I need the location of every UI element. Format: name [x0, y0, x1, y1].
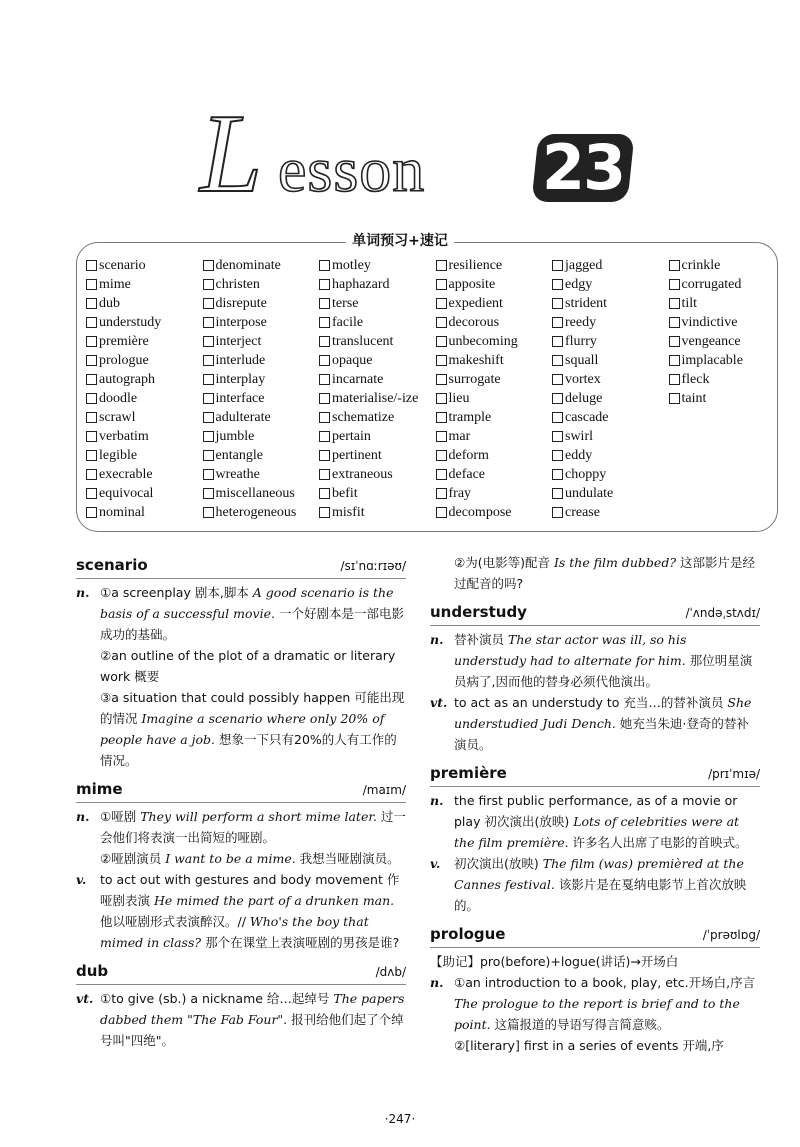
phonetic: /dʌb/ [375, 965, 406, 979]
checkbox[interactable] [86, 431, 97, 442]
word-label: legible [99, 447, 138, 463]
word-item [203, 446, 320, 465]
checkbox[interactable] [552, 279, 563, 290]
lesson-number: 23 [541, 131, 625, 204]
word-item [319, 275, 436, 294]
phonetic: /prɪˈmɪə/ [708, 767, 760, 781]
checkbox[interactable] [203, 317, 214, 328]
word-item [203, 332, 320, 351]
checkbox[interactable] [319, 412, 330, 423]
checkbox[interactable] [319, 298, 330, 309]
checkbox[interactable] [552, 431, 563, 442]
word-label: jagged [565, 257, 603, 273]
word-item [203, 465, 320, 484]
word-label: fray [448, 485, 472, 501]
word-label: eddy [565, 447, 593, 463]
word-item [86, 275, 203, 294]
word-label: motley [332, 257, 371, 273]
word-label: tilt [681, 295, 698, 311]
word-label: interplay [215, 371, 266, 387]
word-item [436, 484, 553, 503]
checkbox[interactable] [436, 336, 447, 347]
checkbox[interactable] [552, 374, 563, 385]
word-item [319, 408, 436, 427]
checkbox[interactable] [436, 412, 447, 423]
word-item [436, 465, 553, 484]
word-label: mime [99, 276, 131, 292]
checkbox[interactable] [86, 450, 97, 461]
checkbox[interactable] [669, 355, 680, 366]
definition: ②an outline of the plot of a dramatic or literary work 概要 [100, 648, 396, 684]
word-label: vortex [565, 371, 601, 387]
left-column [76, 555, 406, 1059]
word-column [319, 256, 436, 522]
word-item [436, 408, 553, 427]
word-label: nominal [99, 504, 145, 520]
word-label: haphazard [332, 276, 390, 292]
checkbox[interactable] [203, 355, 214, 366]
word-label: facile [332, 314, 364, 330]
word-item [86, 465, 203, 484]
checkbox[interactable] [436, 374, 447, 385]
checkbox[interactable] [319, 355, 330, 366]
word-item [669, 351, 786, 370]
word-label: crease [565, 504, 600, 520]
word-label: extraneous [332, 466, 393, 482]
checkbox[interactable] [436, 431, 447, 442]
headword-row [430, 924, 760, 948]
word-item [436, 332, 553, 351]
word-item [669, 332, 786, 351]
word-label: interface [215, 390, 265, 406]
word-item [319, 370, 436, 389]
word-item [319, 484, 436, 503]
checkbox[interactable] [319, 393, 330, 404]
word-label: taint [681, 390, 707, 406]
word-label: première [99, 333, 149, 349]
word-item [319, 313, 436, 332]
definition: n. the first public performance, as of a movie or play 初次演出(放映) Lots of celebrities were at the film première. 许多名人出席了电影的首映式。 [430, 793, 748, 850]
word-item [86, 503, 203, 522]
word-label: cascade [565, 409, 609, 425]
word-item [319, 446, 436, 465]
definition: n. ①an introduction to a book, play, etc.开场白,序言 The prologue to the report is brief and to the point. 这篇报道的导语写得言简意赅。 [430, 975, 756, 1032]
definition: n. 替补演员 The star actor was ill, so his understudy had to alternate for him. 那位明星演员病了,因而他的替身必须代他演出。 [430, 632, 753, 689]
checkbox[interactable] [669, 298, 680, 309]
word-label: befit [332, 485, 358, 501]
word-label: surrogate [448, 371, 501, 387]
phonetic: /sɪˈnɑːrɪəʊ/ [340, 559, 406, 573]
checkbox[interactable] [86, 279, 97, 290]
lesson-title-word: esson [278, 134, 426, 205]
checkbox[interactable] [552, 298, 563, 309]
word-label: disrepute [215, 295, 267, 311]
entry-dub-continued [430, 552, 760, 594]
word-item [552, 427, 669, 446]
word-label: choppy [565, 466, 607, 482]
lesson-number-badge [531, 131, 634, 204]
definition: ③a situation that could possibly happen 可能出现的情况 Imagine a scenario where only 20% of people have a job. 想象一下只有20%的人有工作的情况。 [100, 690, 405, 768]
checkbox[interactable] [203, 336, 214, 347]
word-column [552, 256, 669, 522]
checkbox[interactable] [436, 469, 447, 480]
right-column [430, 552, 760, 1064]
phonetic: /ˈʌndəˌstʌdɪ/ [685, 606, 760, 620]
word-item [86, 294, 203, 313]
checkbox[interactable] [203, 507, 214, 518]
checkbox[interactable] [203, 260, 214, 271]
word-column [203, 256, 320, 522]
definition: ②[literary] first in a series of events 开端,序 [454, 1038, 724, 1053]
checkbox[interactable] [319, 488, 330, 499]
word-label: deface [448, 466, 486, 482]
word-label: undulate [565, 485, 614, 501]
checkbox[interactable] [669, 336, 680, 347]
checkbox[interactable] [203, 393, 214, 404]
word-label: decompose [448, 504, 512, 520]
word-item [552, 332, 669, 351]
word-label: apposite [448, 276, 496, 292]
word-label: implacable [681, 352, 743, 368]
checkbox[interactable] [86, 374, 97, 385]
word-label: misfit [332, 504, 365, 520]
word-label: opaque [332, 352, 373, 368]
word-item [203, 275, 320, 294]
word-item [436, 294, 553, 313]
checkbox[interactable] [203, 298, 214, 309]
checkbox[interactable] [552, 355, 563, 366]
word-item [436, 256, 553, 275]
word-item [319, 256, 436, 275]
word-item [86, 389, 203, 408]
checkbox[interactable] [552, 469, 563, 480]
word-label: denominate [215, 257, 281, 273]
word-label: flurry [565, 333, 597, 349]
checkbox[interactable] [669, 393, 680, 404]
word-item [436, 370, 553, 389]
word-label: expedient [448, 295, 503, 311]
word-item [86, 484, 203, 503]
word-item [552, 484, 669, 503]
word-item [203, 294, 320, 313]
checkbox[interactable] [669, 260, 680, 271]
checkbox[interactable] [203, 469, 214, 480]
word-item [203, 484, 320, 503]
word-label: dub [99, 295, 120, 311]
checkbox[interactable] [203, 374, 214, 385]
word-item [669, 294, 786, 313]
word-label: adulterate [215, 409, 271, 425]
word-item [319, 389, 436, 408]
word-label: interlude [215, 352, 266, 368]
word-item [203, 313, 320, 332]
word-item [203, 370, 320, 389]
lesson-title-initial: L [200, 92, 263, 216]
mnemonic: 【助记】pro(before)+logue(讲话)→开场白 [430, 954, 679, 969]
checkbox[interactable] [669, 279, 680, 290]
word-item [203, 389, 320, 408]
word-item [86, 351, 203, 370]
checkbox[interactable] [552, 507, 563, 518]
checkbox[interactable] [86, 469, 97, 480]
word-item [552, 465, 669, 484]
headword-row [430, 763, 760, 787]
checkbox[interactable] [203, 450, 214, 461]
word-item [436, 503, 553, 522]
word-preview-heading: 单词预习+速记 [0, 230, 800, 250]
checkbox[interactable] [203, 279, 214, 290]
word-label: execrable [99, 466, 153, 482]
word-label: lieu [448, 390, 470, 406]
word-column [669, 256, 786, 522]
checkbox[interactable] [86, 355, 97, 366]
word-label: makeshift [448, 352, 504, 368]
word-item [552, 313, 669, 332]
checkbox[interactable] [436, 317, 447, 328]
checkbox[interactable] [669, 317, 680, 328]
word-column [86, 256, 203, 522]
word-item [319, 427, 436, 446]
word-label: trample [448, 409, 492, 425]
word-item [669, 389, 786, 408]
checkbox[interactable] [319, 374, 330, 385]
word-label: deform [448, 447, 489, 463]
word-label: interpose [215, 314, 267, 330]
entry-understudy [430, 602, 760, 755]
checkbox[interactable] [552, 393, 563, 404]
word-item [669, 370, 786, 389]
word-label: pertinent [332, 447, 382, 463]
checkbox[interactable] [319, 260, 330, 271]
definition: vt. ①to give (sb.) a nickname 给…起绰号 The papers dabbed them "The Fab Four". 报刊给他们起了个绰号叫"四绝"。 [76, 991, 405, 1048]
word-item [669, 313, 786, 332]
word-label: translucent [332, 333, 394, 349]
word-label: verbatim [99, 428, 149, 444]
definition: vt. to act as an understudy to 充当…的替补演员 She understudied Judi Dench. 她充当朱迪·登奇的替补演员。 [430, 695, 752, 752]
checkbox[interactable] [552, 317, 563, 328]
word-label: strident [565, 295, 607, 311]
checkbox[interactable] [319, 431, 330, 442]
checkbox[interactable] [436, 260, 447, 271]
word-label: terse [332, 295, 359, 311]
entry-prologue [430, 924, 760, 1056]
word-item [552, 408, 669, 427]
headword: dub [76, 962, 109, 980]
word-label: miscellaneous [215, 485, 295, 501]
phonetic: /ˈprəʊlɒg/ [702, 928, 760, 942]
word-item [436, 313, 553, 332]
checkbox[interactable] [319, 450, 330, 461]
checkbox[interactable] [669, 374, 680, 385]
word-item [203, 256, 320, 275]
definition: ②哑剧演员 I want to be a mime. 我想当哑剧演员。 [100, 851, 400, 866]
word-label: schematize [332, 409, 395, 425]
word-column [436, 256, 553, 522]
headword-row [76, 961, 406, 985]
checkbox[interactable] [86, 507, 97, 518]
word-label: scenario [99, 257, 146, 273]
checkbox[interactable] [319, 317, 330, 328]
checkbox[interactable] [552, 450, 563, 461]
word-item [203, 351, 320, 370]
headword-row [430, 602, 760, 626]
definition: n. ①a screenplay 剧本,脚本 A good scenario is the basis of a successful movie. 一个好剧本是一部电影成功的基础。 [76, 585, 404, 642]
checkbox[interactable] [319, 336, 330, 347]
definition: v. to act out with gestures and body movement 作哑剧表演 He mimed the part of a drunken man. 他以哑剧形式表演醉汉。// Who's the boy that mimed in class? 那个在课堂上表演哑剧的男孩是谁? [76, 872, 400, 950]
word-item [319, 351, 436, 370]
word-label: doodle [99, 390, 138, 406]
checkbox[interactable] [203, 431, 214, 442]
word-item [436, 389, 553, 408]
lesson-title [200, 92, 640, 216]
word-label: resilience [448, 257, 503, 273]
checkbox[interactable] [86, 393, 97, 404]
entry-mime [76, 779, 406, 953]
word-label: incarnate [332, 371, 384, 387]
word-item [319, 503, 436, 522]
word-item [86, 256, 203, 275]
word-item [552, 389, 669, 408]
word-item [203, 427, 320, 446]
word-label: materialise/-ize [332, 390, 419, 406]
word-item [552, 294, 669, 313]
checkbox[interactable] [86, 298, 97, 309]
word-label: fleck [681, 371, 710, 387]
word-item [86, 332, 203, 351]
checkbox[interactable] [436, 393, 447, 404]
word-label: understudy [99, 314, 162, 330]
word-item [552, 275, 669, 294]
word-label: prologue [99, 352, 149, 368]
word-label: crinkle [681, 257, 721, 273]
word-label: swirl [565, 428, 593, 444]
word-label: vindictive [681, 314, 738, 330]
headword: première [430, 764, 507, 782]
word-item [203, 503, 320, 522]
checkbox[interactable] [552, 412, 563, 423]
checkbox[interactable] [436, 279, 447, 290]
checkbox[interactable] [436, 355, 447, 366]
checkbox[interactable] [203, 412, 214, 423]
word-item [436, 275, 553, 294]
checkbox[interactable] [436, 488, 447, 499]
checkbox[interactable] [319, 507, 330, 518]
word-label: jumble [215, 428, 255, 444]
checkbox[interactable] [552, 260, 563, 271]
word-label: squall [565, 352, 599, 368]
word-label: heterogeneous [215, 504, 297, 520]
checkbox[interactable] [552, 336, 563, 347]
word-label: scrawl [99, 409, 136, 425]
word-label: deluge [565, 390, 603, 406]
word-item [86, 446, 203, 465]
word-item [552, 503, 669, 522]
definition: ②为(电影等)配音 Is the film dubbed? 这部影片是经过配音的吗? [454, 555, 756, 591]
word-label: decorous [448, 314, 500, 330]
word-item [86, 370, 203, 389]
entry-dub [76, 961, 406, 1051]
word-item [86, 313, 203, 332]
checkbox[interactable] [86, 260, 97, 271]
checkbox[interactable] [86, 317, 97, 328]
word-item [86, 427, 203, 446]
headword: understudy [430, 603, 527, 621]
phonetic: /maɪm/ [362, 783, 406, 797]
word-item [669, 256, 786, 275]
word-label: interject [215, 333, 262, 349]
headword: scenario [76, 556, 148, 574]
word-item [552, 351, 669, 370]
headword-row [76, 555, 406, 579]
word-label: vengeance [681, 333, 741, 349]
checkbox[interactable] [436, 507, 447, 518]
word-item [86, 408, 203, 427]
word-item [552, 256, 669, 275]
word-label: corrugated [681, 276, 742, 292]
headword-row [76, 779, 406, 803]
checkbox[interactable] [203, 488, 214, 499]
checkbox[interactable] [436, 298, 447, 309]
checkbox[interactable] [436, 450, 447, 461]
word-label: unbecoming [448, 333, 518, 349]
word-label: edgy [565, 276, 593, 292]
definition: v. 初次演出(放映) The film (was) premièred at the Cannes festival. 该影片是在戛纳电影节上首次放映的。 [430, 856, 747, 913]
word-item [436, 446, 553, 465]
page-number: ·247· [384, 1112, 416, 1126]
word-label: autograph [99, 371, 155, 387]
checkbox[interactable] [319, 279, 330, 290]
checkbox[interactable] [86, 488, 97, 499]
word-label: reedy [565, 314, 597, 330]
entry-premiere [430, 763, 760, 916]
word-item [319, 332, 436, 351]
word-item [552, 370, 669, 389]
word-label: mar [448, 428, 471, 444]
word-checklist [86, 256, 785, 522]
word-label: entangle [215, 447, 263, 463]
word-item [669, 275, 786, 294]
word-item [319, 294, 436, 313]
checkbox[interactable] [552, 488, 563, 499]
entry-scenario [76, 555, 406, 771]
word-item [436, 351, 553, 370]
word-label: wreathe [215, 466, 260, 482]
headword: mime [76, 780, 123, 798]
checkbox[interactable] [319, 469, 330, 480]
word-item [319, 465, 436, 484]
word-label: equivocal [99, 485, 154, 501]
checkbox[interactable] [86, 412, 97, 423]
checkbox[interactable] [86, 336, 97, 347]
word-item [552, 446, 669, 465]
word-label: pertain [332, 428, 371, 444]
word-item [203, 408, 320, 427]
word-label: christen [215, 276, 260, 292]
definition: n. ①哑剧 They will perform a short mime later. 过一会他们将表演一出简短的哑剧。 [76, 809, 406, 845]
headword: prologue [430, 925, 506, 943]
word-item [436, 427, 553, 446]
